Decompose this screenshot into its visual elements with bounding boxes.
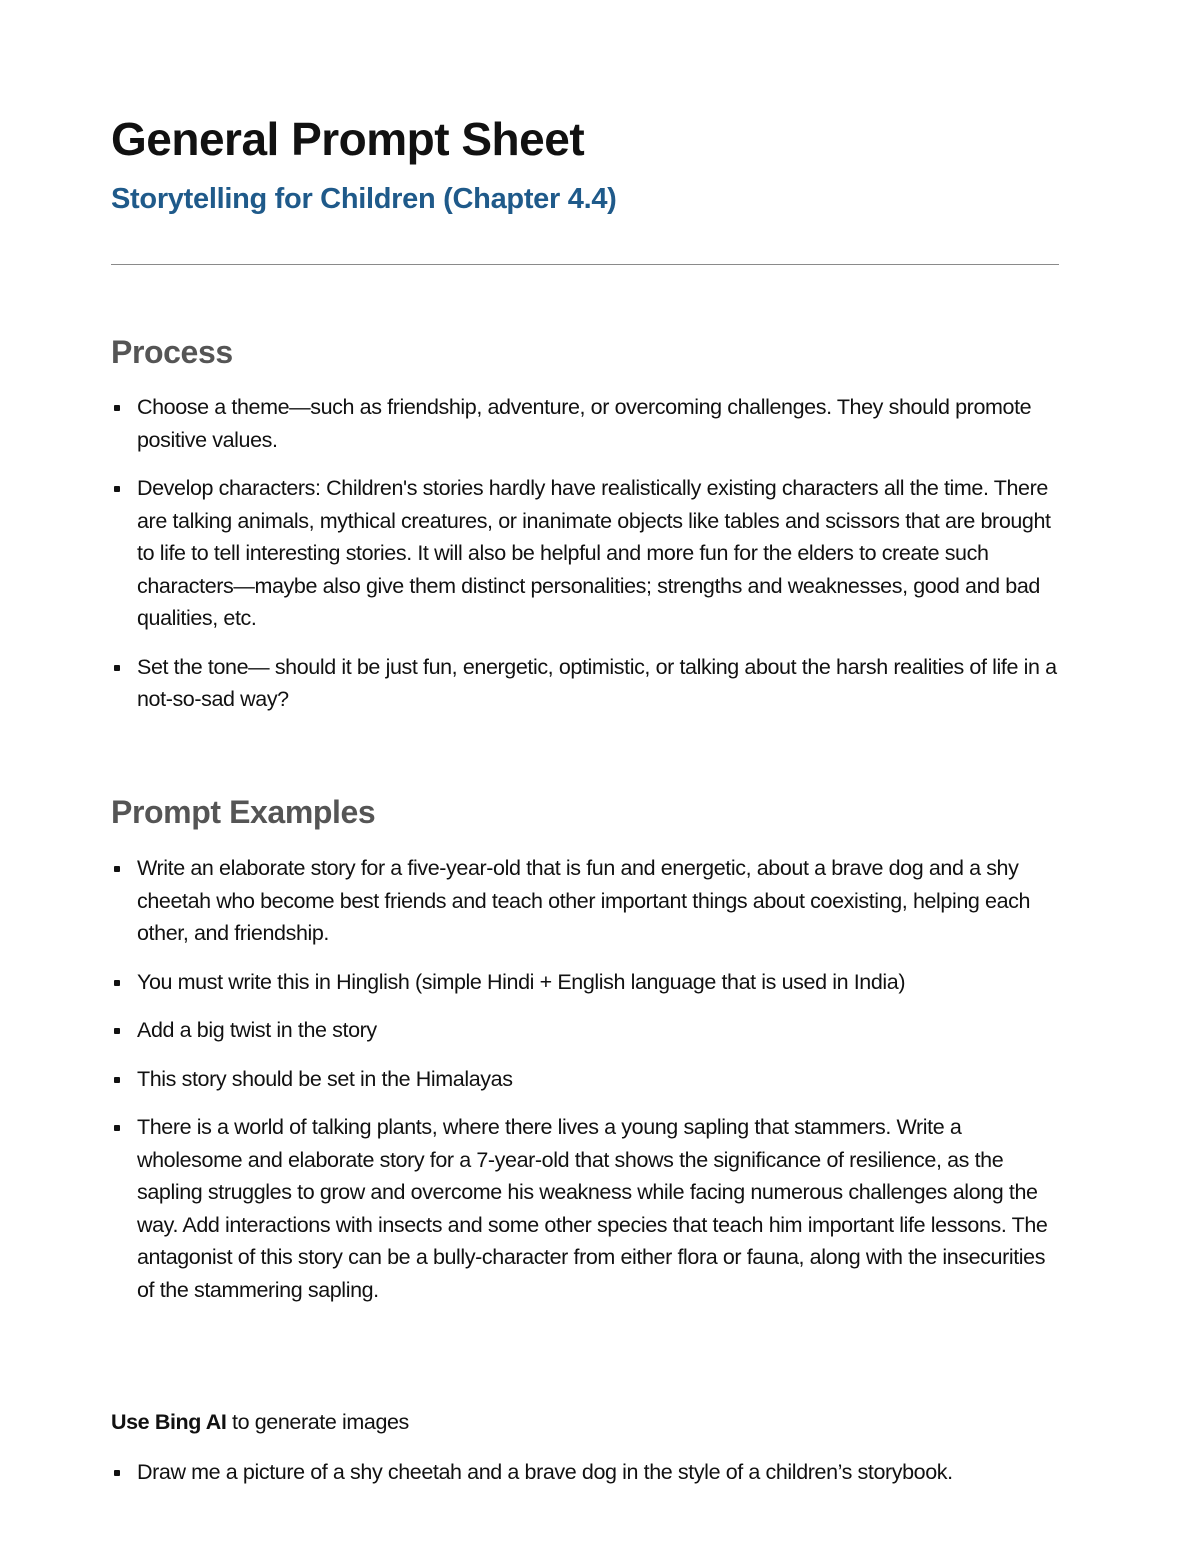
bullet-icon <box>114 1077 120 1083</box>
bullet-icon <box>114 486 120 492</box>
bing-instruction-text: to generate images <box>226 1410 409 1434</box>
bullet-icon <box>114 405 120 411</box>
prompt-examples-heading: Prompt Examples <box>111 794 376 830</box>
page-title: General Prompt Sheet <box>111 113 585 165</box>
prompt-examples-list <box>111 852 1059 1322</box>
list-item <box>111 1014 1059 1047</box>
list-item-text: There is a world of talking plants, where there lives a young sapling that stammers. Write a wholesome and elaborate story for a 7-year-old that shows the significance of resilience, as the sapling struggles to grow and overcome his weakness while facing numerous challenges along the way. Add interactions with insects and some other species that teach him important life lessons. The antagonist of this story can be a bully-character from either flora or fauna, along with the insecurities of the stammering sapling. <box>137 1115 1048 1302</box>
list-item-text: Choose a theme—such as friendship, adventure, or overcoming challenges. They should promote positive values. <box>137 395 1032 452</box>
list-item <box>111 852 1059 950</box>
list-item-text: This story should be set in the Himalayas <box>137 1066 513 1091</box>
bullet-icon <box>114 1028 120 1034</box>
bing-label: Use Bing AI <box>111 1410 227 1434</box>
title-divider <box>111 264 1059 265</box>
list-item-text: Set the tone— should it be just fun, energetic, optimistic, or talking about the harsh realities of life in a not-so-sad way? <box>137 654 1057 711</box>
list-item-text: Write an elaborate story for a five-year-old that is fun and energetic, about a brave dog and a shy cheetah who become best friends and teach other important things about coexisting, helping each other, and friendship. <box>137 856 1031 945</box>
process-heading: Process <box>111 334 233 370</box>
bullet-icon <box>114 1470 120 1476</box>
bullet-icon <box>114 866 120 872</box>
bing-instruction <box>111 1406 1059 1439</box>
list-item <box>111 651 1059 716</box>
list-item-text: Add a big twist in the story <box>137 1018 377 1042</box>
list-item-text: Develop characters: Children's stories hardly have realistically existing characters all the time. There are talking animals, mythical creatures, or inanimate objects like tables and scissors that are brought to life to tell interesting stories. It will also be helpful and more fun for the elders to create such characters—maybe also give them distinct personalities; strengths and weaknesses, good and bad qualities, etc. <box>137 476 1051 630</box>
list-item <box>111 391 1059 456</box>
bullet-icon <box>114 1125 120 1131</box>
list-item-text: Draw me a picture of a shy cheetah and a brave dog in the style of a children’s storybook. <box>137 1460 953 1484</box>
list-item <box>111 1456 1059 1489</box>
bing-prompt-list <box>111 1456 1059 1505</box>
list-item-text: You must write this in Hinglish (simple Hindi + English language that is used in India) <box>137 969 906 994</box>
list-item <box>111 1063 1059 1096</box>
page-subtitle: Storytelling for Children (Chapter 4.4) <box>111 183 617 215</box>
list-item <box>111 1111 1059 1306</box>
document-page <box>111 0 1059 1553</box>
bullet-icon <box>114 980 120 986</box>
list-item <box>111 472 1059 635</box>
list-item <box>111 966 1059 999</box>
bullet-icon <box>114 665 120 671</box>
process-list <box>111 391 1059 732</box>
